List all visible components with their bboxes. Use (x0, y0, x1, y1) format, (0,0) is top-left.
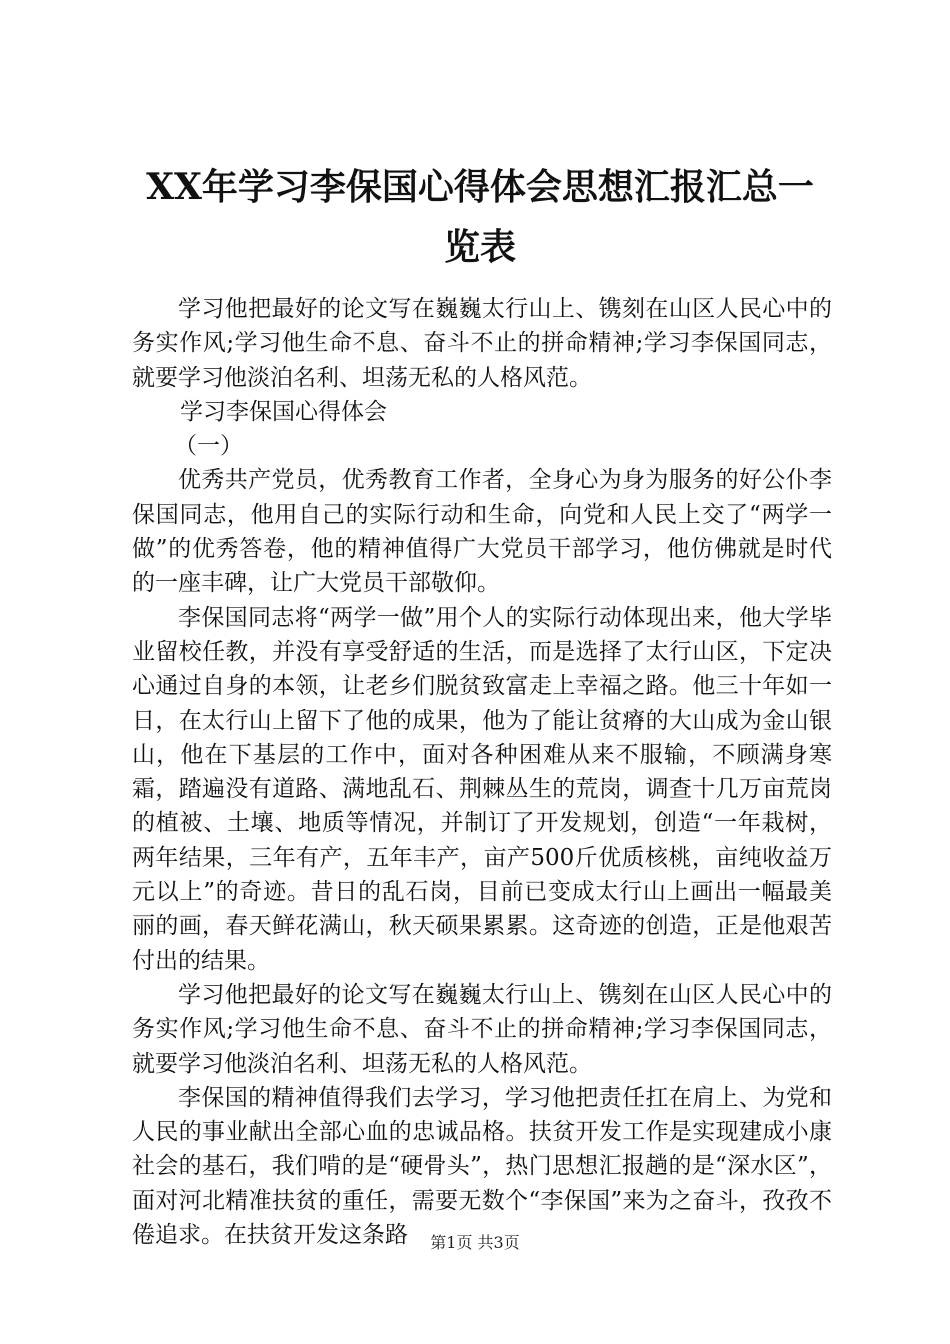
section-number: （一） (174, 433, 243, 460)
paragraph: 优秀共产党员，优秀教育工作者，全身心为身为服务的好公仆李保国同志，他用自己的实际行动和生命，向党和人民上交了“两学一做”的优秀答卷，他的精神值得广大党员干部学习，他仿佛就是时代的一座丰碑，让广大党员干部敬仰。 (132, 467, 832, 597)
paragraph: 李保国同志将“两学一做”用个人的实际行动体现出来，他大学毕业留校任教，并没有享受舒适的生活，而是选择了太行山区，下定决心通过自身的本领，让老乡们脱贫致富走上幸福之路。他三十年如一日，在太行山上留下了他的成果，他为了能让贫瘠的大山成为金山银山，他在下基层的工作中，面对各种困难从来不服输，不顾满身寒霜，踏遍没有道路、满地乱石、荆棘丛生的荒岗，调查十几万亩荒岗的植被、土壤、地质等情况，并制订了开发规划，创造“一年栽树，两年结果，三年有产，五年丰产，亩产500斤优质核桃，亩纯收益万元以上”的奇迹。昔日的乱石岗，目前已变成太行山上画出一幅最美丽的画，春天鲜花满山，秋天硕果累累。这奇迹的创造，正是他艰苦付出的结果。 (132, 604, 832, 974)
section-heading: 学习李保国心得体会 (180, 398, 387, 425)
page-number-footer: 第1页 共3页 (430, 1233, 520, 1252)
paragraph: 学习他把最好的论文写在巍巍太行山上、镌刻在山区人民心中的务实作风;学习他生命不息、奋斗不止的拼命精神;学习李保国同志，就要学习他淡泊名利、坦荡无私的人格风范。 (132, 981, 832, 1077)
document-title: XX年学习李保国心得体会思想汇报汇总一览表 (146, 166, 814, 268)
paragraph-intro: 学习他把最好的论文写在巍巍太行山上、镌刻在山区人民心中的务实作风;学习他生命不息、奋斗不止的拼命精神;学习李保国同志，就要学习他淡泊名利、坦荡无私的人格风范。 (132, 296, 832, 391)
paragraph: 李保国的精神值得我们去学习，学习他把责任扛在肩上、为党和人民的事业献出全部心血的忠诚品格。扶贫开发工作是实现建成小康社会的基石，我们啃的是“硬骨头”，热门思想汇报趟的是“深水区”，面对河北精准扶贫的重任，需要无数个“李保国”来为之奋斗，孜孜不倦追求。在扶贫开发这条路 (132, 1084, 832, 1249)
document-body (132, 292, 832, 1252)
